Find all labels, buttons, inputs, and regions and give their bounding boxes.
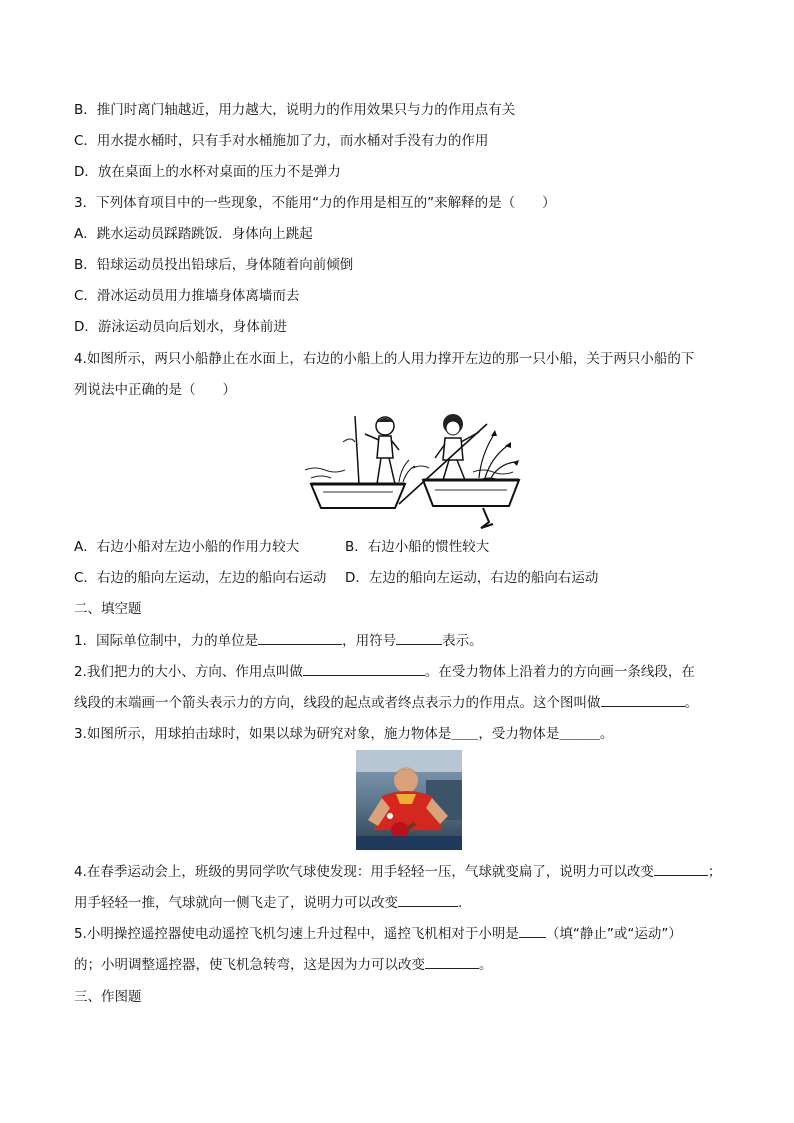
fill5-line2 [74,955,493,975]
q3-stem: 3．下列体育项目中的一些现象，不能用“力的作用是相互的”来解释的是（ ） [74,195,556,211]
fill5-blank-relative-motion[interactable] [519,924,546,938]
q3-option-a: A．跳水运动员踩踏跳饭．身体向上跳起 [74,226,313,242]
fill2-blank-diagram-name[interactable] [601,693,685,707]
fill2-text-end: 。 [684,695,698,711]
q-prev-option-b: B．推门时离门轴越近，用力越大，说明力的作用效果只与力的作用点有关 [74,102,516,118]
fill4-text-end: . [458,895,463,911]
fill4-blank-motion-state[interactable] [398,893,458,907]
q4-option-b: B．右边小船的惯性较大 [345,539,490,555]
fill2-blank-three-elements[interactable] [303,662,425,676]
fill4-blank-shape[interactable] [654,862,708,876]
q4-option-a: A．右边小船对左边小船的作用力较大 [74,539,300,555]
q3-option-d: D．游泳运动员向后划水，身体前进 [74,319,287,335]
fill5-text-b: （填“静止”或“运动”） [545,926,682,942]
fill2-text-line2: 线段的末端画一个箭头表示力的方向，线段的起点或者终点表示力的作用点。这个图叫做 [74,695,601,711]
fill1-text-b: ，用符号 [342,633,397,649]
q4-option-d: D．左边的船向左运动，右边的船向右运动 [345,570,599,586]
fill2-text-a: 2.我们把力的大小、方向、作用点叫做 [74,664,303,680]
fill2-text-b: 。在受力物体上沿着力的方向画一条线段，在 [424,664,695,680]
fill3-line: 3.如图所示，用球拍击球时，如果以球为研究对象，施力物体是＿＿，受力物体是＿＿＿。 [74,726,614,742]
q4-stem-line2: 列说法中正确的是（ ） [74,382,236,398]
fill5-blank-motion-state[interactable] [425,955,479,969]
fill2-line2 [74,693,698,713]
table-tennis-player-photo [356,750,462,850]
fill4-line1 [74,862,721,882]
fill4-line2 [74,893,462,913]
section2-title: 二、填空题 [74,601,142,617]
fill1-blank-symbol[interactable] [396,631,442,645]
fill4-text-b: ； [707,864,722,880]
two-boats-figure [303,412,525,530]
fill1-line [74,631,483,651]
q3-option-c: C．滑冰运动员用力推墙身体离墙而去 [74,288,300,304]
fill5-text-end: 。 [479,957,493,973]
q-prev-option-c: C．用水提水桶时，只有手对水桶施加了力，而水桶对手没有力的作用 [74,133,489,149]
q3-option-b: B．铅球运动员投出铅球后，身体随着向前倾倒 [74,257,354,273]
fill5-line1 [74,924,682,944]
fill5-text-a: 5.小明操控遥控器使电动遥控飞机匀速上升过程中，遥控飞机相对于小明是 [74,926,519,942]
fill1-blank-unit[interactable] [258,631,342,645]
q4-option-c: C．右边的船向左运动，左边的船向右运动 [74,570,327,586]
fill4-text-line2: 用手轻轻一推，气球就向一侧飞走了，说明力可以改变 [74,895,398,911]
fill2-line1 [74,662,695,682]
fill4-text-a: 4.在春季运动会上，班级的男同学吹气球使发现：用手轻轻一压，气球就变扁了，说明力可以改变 [74,864,654,880]
fill1-text-a: 1．国际单位制中，力的单位是 [74,633,259,649]
fill5-text-line2: 的；小明调整遥控器，使飞机急转弯，这是因为力可以改变 [74,957,425,973]
fill1-text-c: 表示。 [442,633,483,649]
q-prev-option-d: D．放在桌面上的水杯对桌面的压力不是弹力 [74,164,341,180]
q4-stem-line1: 4.如图所示，两只小船静止在水面上，右边的小船上的人用力撑开左边的那一只小船，关于两只小船的下 [74,351,695,367]
section3-title: 三、作图题 [74,989,142,1005]
